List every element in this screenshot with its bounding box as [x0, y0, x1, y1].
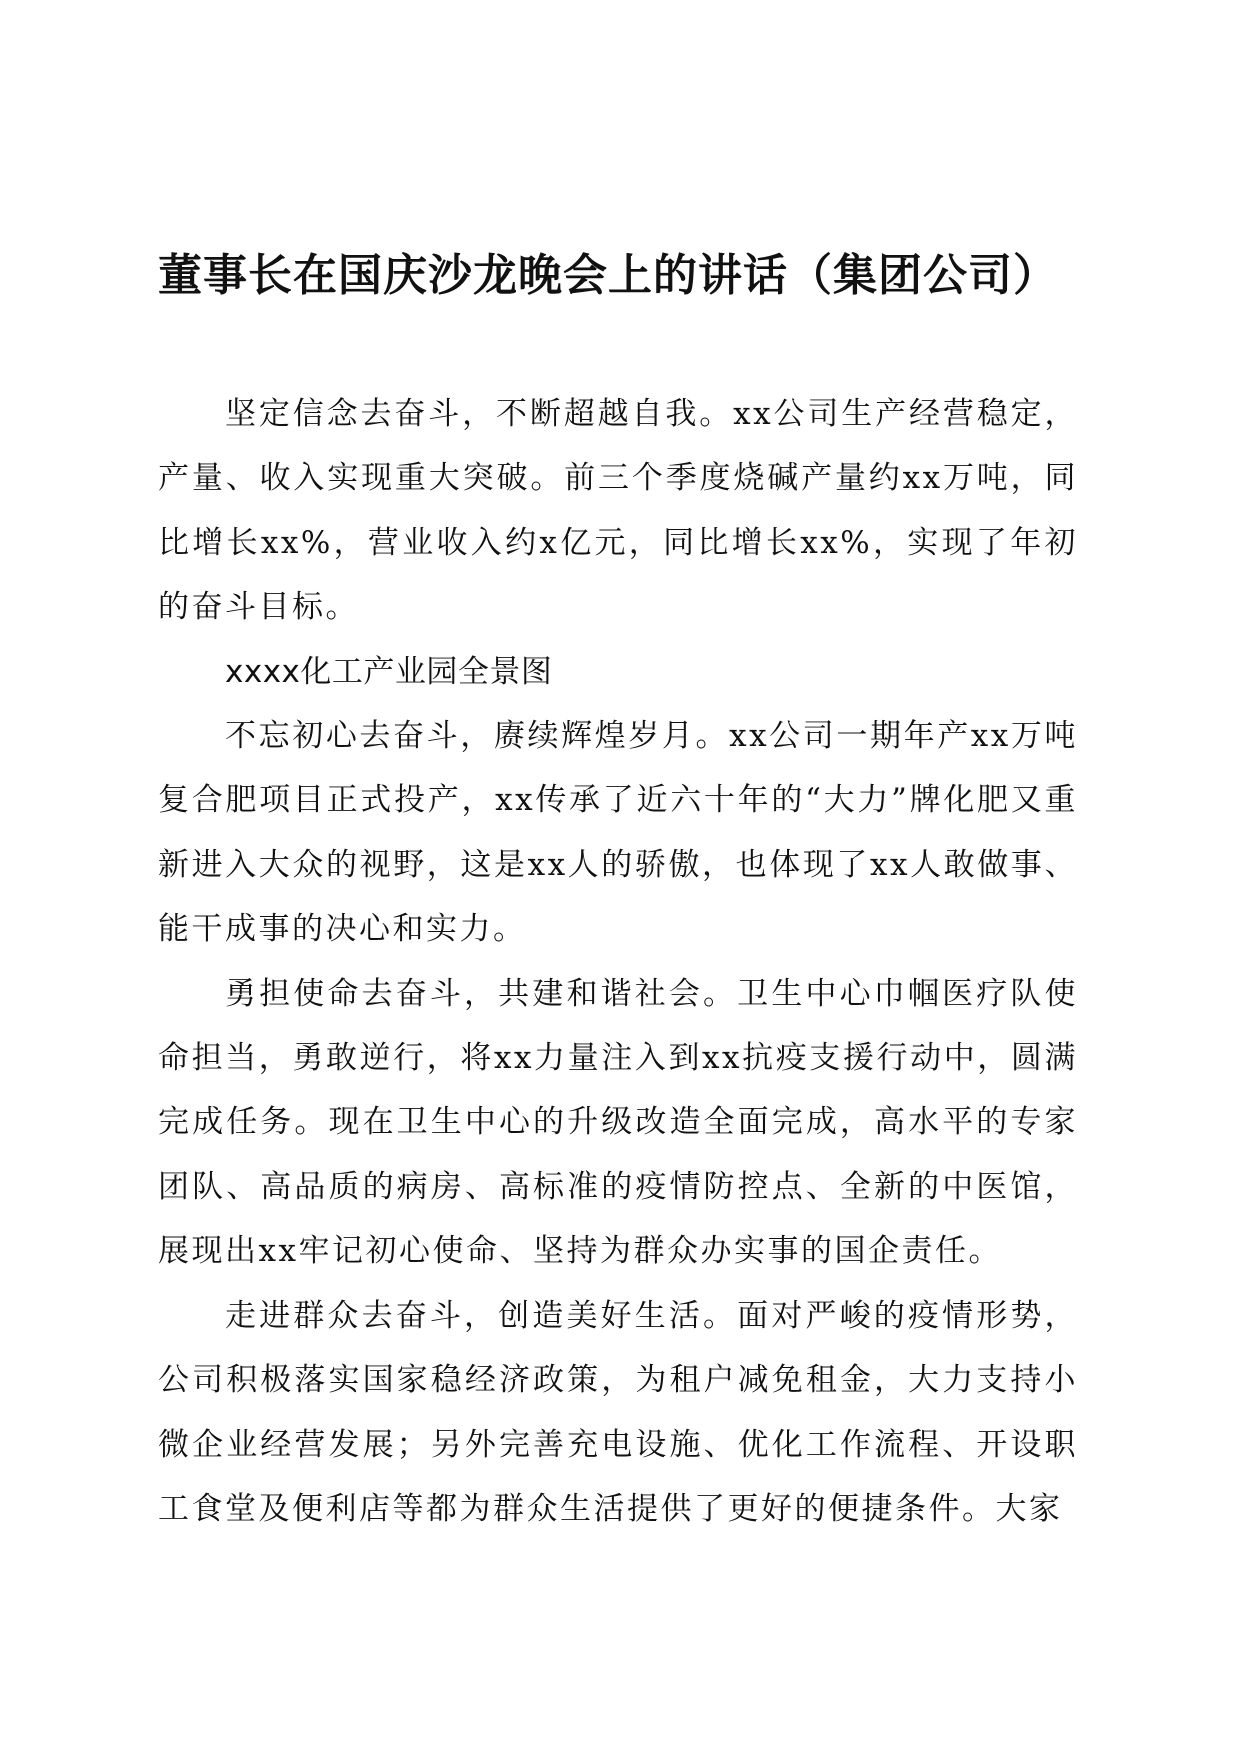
document-body	[158, 382, 1078, 1541]
paragraph-3: 勇担使命去奋斗，共建和谐社会。卫生中心巾帼医疗队使命担当，勇敢逆行，将xx力量注入到xx抗疫支援行动中，圆满完成任务。现在卫生中心的升级改造全面完成，高水平的专家团队、高品质的病房、高标准的疫情防控点、全新的中医馆，展现出xx牢记初心使命、坚持为群众办实事的国企责任。	[158, 975, 1078, 1270]
document-title: 董事长在国庆沙龙晚会上的讲话（集团公司）	[158, 250, 1058, 301]
image-caption: xxxx化工产业园全景图	[225, 653, 553, 690]
paragraph-2: 不忘初心去奋斗，赓续辉煌岁月。xx公司一期年产xx万吨复合肥项目正式投产，xx传承了近六十年的“大力”牌化肥又重新进入大众的视野，这是xx人的骄傲，也体现了xx人敢做事、能干成事的决心和实力。	[158, 718, 1078, 948]
paragraph-1: 坚定信念去奋斗，不断超越自我。xx公司生产经营稳定，产量、收入实现重大突破。前三个季度烧碱产量约xx万吨，同比增长xx%，营业收入约x亿元，同比增长xx%，实现了年初的奋斗目标。	[158, 396, 1078, 626]
paragraph-4: 走进群众去奋斗，创造美好生活。面对严峻的疫情形势，公司积极落实国家稳经济政策，为租户减免租金，大力支持小微企业经营发展；另外完善充电设施、优化工作流程、开设职工食堂及便利店等都为群众生活提供了更好的便捷条件。大家	[158, 1297, 1078, 1527]
